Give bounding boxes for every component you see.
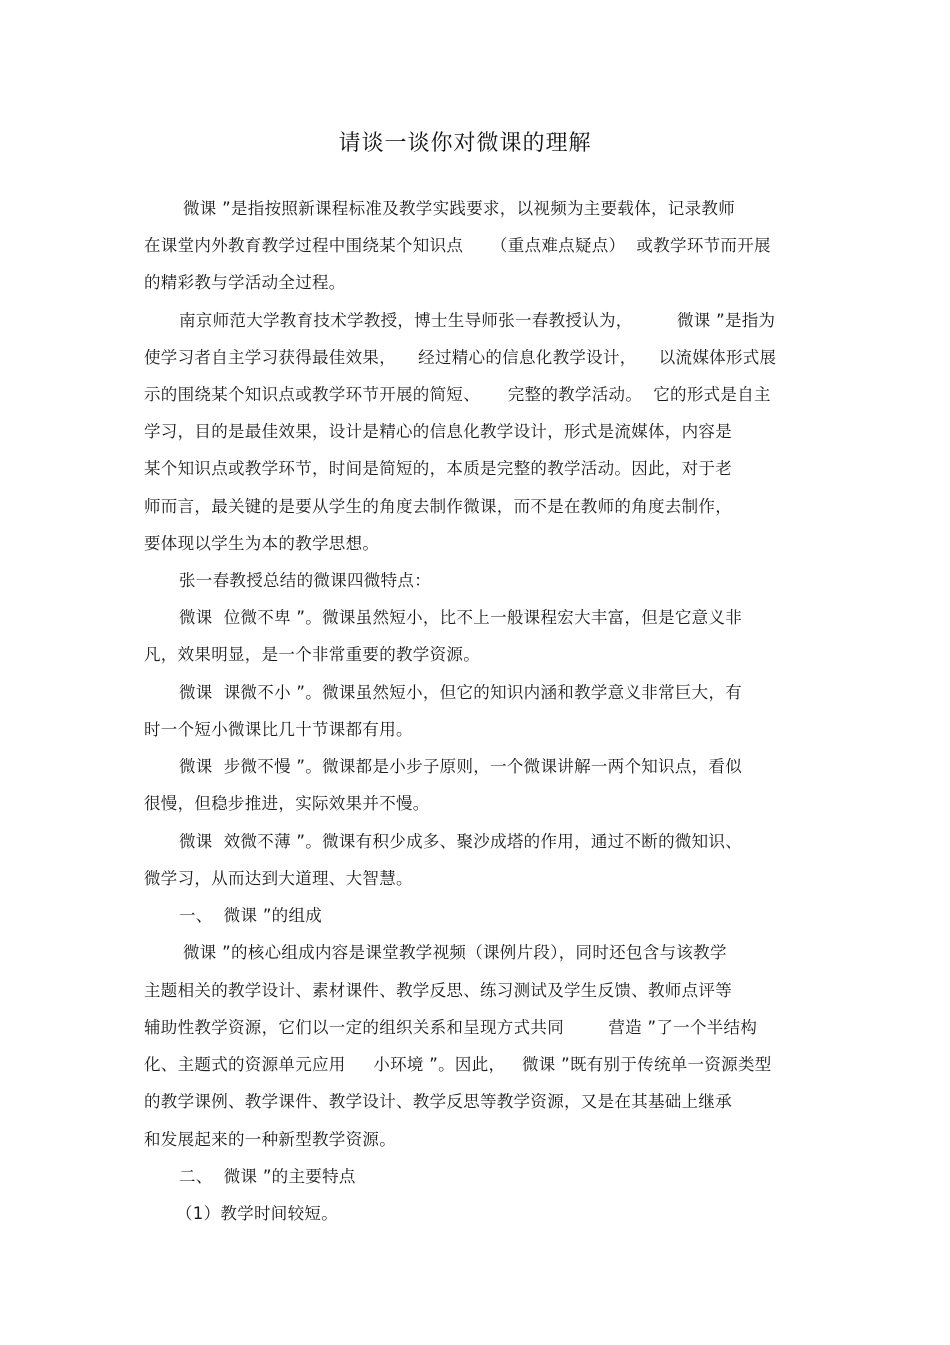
- document-title: 请谈一谈你对微课的理解: [338, 131, 592, 156]
- text-line: 某个知识点或教学环节，时间是简短的，本质是完整的教学活动。因此，对于老: [144, 459, 732, 478]
- section-heading: 二、 微课 ”的主要特点: [179, 1167, 356, 1186]
- text-line: 师而言，最关键的是要从学生的角度去制作微课，而不是在教师的角度去制作，: [144, 497, 732, 516]
- text-line: 使学习者自主学习获得最佳效果， 经过精心的信息化教学设计， 以流媒体形式展: [144, 348, 777, 367]
- text-line: 微课 ”是指按照新课程标准及教学实践要求，以视频为主要载体，记录教师: [183, 199, 735, 218]
- section-heading: 一、 微课 ”的组成: [179, 906, 323, 925]
- text-line: 张一春教授总结的微课四微特点：: [179, 571, 431, 590]
- list-item: （1）教学时间较短。: [176, 1204, 338, 1223]
- text-line: 的精彩教与学活动全过程。: [144, 273, 346, 292]
- text-line: 辅助性教学资源，它们以一定的组织关系和呈现方式共同 营造 ”了一个半结构: [144, 1018, 758, 1037]
- text-line: 微课 ”的核心组成内容是课堂教学视频（课例片段），同时还包含与该教学: [183, 943, 727, 962]
- text-line: 的教学课例、教学课件、教学设计、教学反思等教学资源，又是在其基础上继承: [144, 1092, 732, 1111]
- text-line: 主题相关的教学设计、素材课件、教学反思、练习测试及学生反馈、教师点评等: [144, 981, 732, 1000]
- text-line: 示的围绕某个知识点或教学环节开展的简短、 完整的教学活动。 它的形式是自主: [144, 385, 771, 404]
- text-line: 凡，效果明显，是一个非常重要的教学资源。: [144, 645, 480, 664]
- text-line: 南京师范大学教育技术学教授，博士生导师张一春教授认为， 微课 ”是指为: [179, 311, 776, 330]
- text-line: 微课 步微不慢 ”。微课都是小步子原则，一个微课讲解一两个知识点，看似: [179, 757, 743, 776]
- text-line: 微学习，从而达到大道理、大智慧。: [144, 869, 413, 888]
- text-line: 微课 效微不薄 ”。微课有积少成多、聚沙成塔的作用，通过不断的微知识、: [179, 832, 743, 851]
- text-line: 时一个短小微课比几十节课都有用。: [144, 720, 413, 739]
- text-line: 要体现以学生为本的教学思想。: [144, 534, 380, 553]
- text-line: 微课 位微不卑 ”。微课虽然短小，比不上一般课程宏大丰富，但是它意义非: [179, 608, 743, 627]
- text-line: 学习，目的是最佳效果，设计是精心的信息化教学设计，形式是流媒体，内容是: [144, 422, 732, 441]
- text-line: 和发展起来的一种新型教学资源。: [144, 1130, 396, 1149]
- text-line: 微课 课微不小 ”。微课虽然短小，但它的知识内涵和教学意义非常巨大，有: [179, 683, 743, 702]
- text-line: 在课堂内外教育教学过程中围绕某个知识点 （重点难点疑点） 或教学环节而开展: [144, 236, 771, 255]
- text-line: 化、主题式的资源单元应用 小环境 ”。因此， 微课 ”既有别于传统单一资源类型: [144, 1055, 772, 1074]
- text-line: 很慢，但稳步推进，实际效果并不慢。: [144, 794, 430, 813]
